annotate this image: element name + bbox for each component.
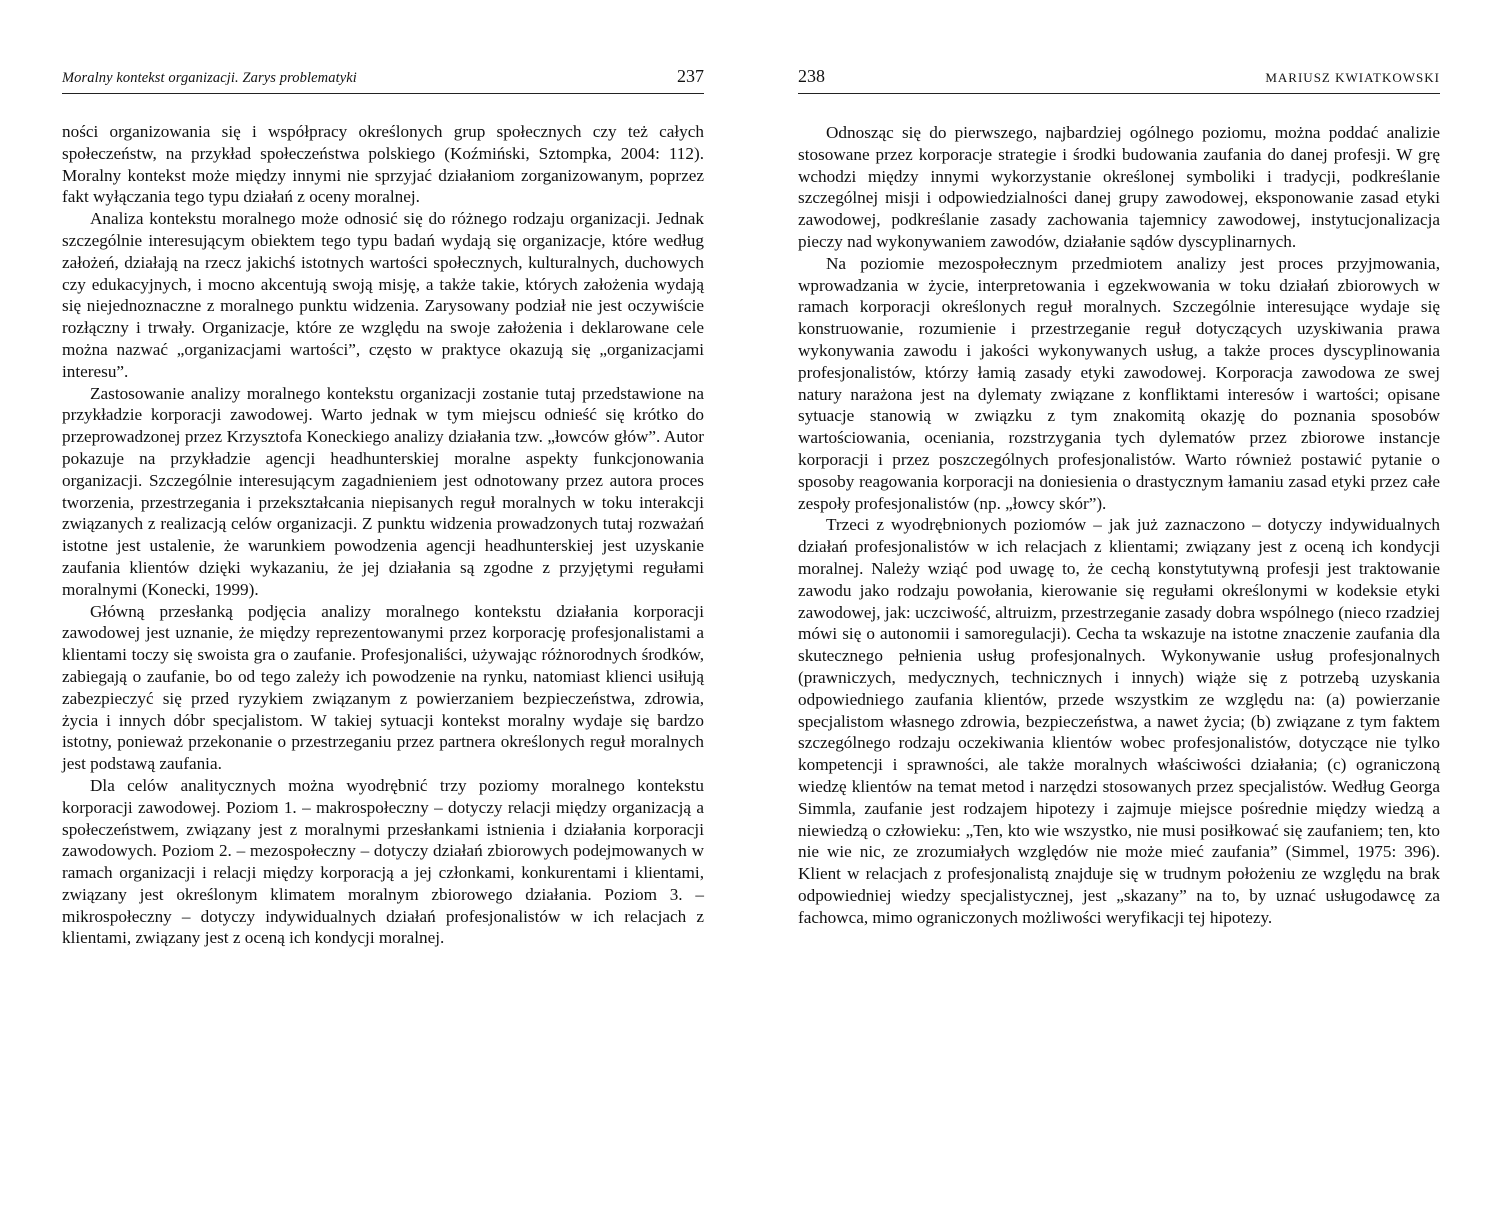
paragraph: Analiza kontekstu moralnego może odnosić się do różnego rodzaju organizacji. Jednak szczególnie interesującym obiektem tego typu badań wydają się organizacje, które według założeń, działają na rzecz jakichś istotnych wartości społecznych, kulturalnych, duchowych czy edukacyjnych, i mocno akcentują swoją misję, a także takie, których założenia wydają się niejednoznaczne z moralnego punktu widzenia. Zarysowany podział nie jest oczywiście rozłączny i trwały. Organizacje, które ze względu na swoje założenia i deklarowane cele można nazwać „organizacjami wartości”, często w praktyce okazują się „organizacjami interesu”. — [62, 209, 704, 381]
paragraph: Odnosząc się do pierwszego, najbardziej ogólnego poziomu, można poddać analizie stosowane przez korporacje strategie i środki budowania zaufania do danej profesji. W grę wchodzi między innymi wykorzystanie określonej symboliki i tradycji, podkreślanie szczególnej misji i odpowiedzialności danej grupy zawodowej, eksponowanie zasad etyki zawodowej, podkreślanie zasady zachowania tajemnicy zawodowej, instytucjonalizacja pieczy nad wykonywaniem zawodów, działanie sądów dyscyplinarnych. — [798, 123, 1440, 251]
paragraph: ności organizowania się i współpracy określonych grup społecznych czy też całych społeczeństw, na przykład społeczeństwa polskiego (Koźmiński, Sztompka, 2004: 112). Moralny kontekst może między innymi nie sprzyjać działaniom zorganizowanym, poprzez fakt wyłączania tego typu działań z oceny moralnej. — [62, 122, 704, 207]
left-page — [62, 66, 704, 949]
right-page — [798, 66, 1440, 928]
paragraph: Na poziomie mezospołecznym przedmiotem analizy jest proces przyjmowania, wprowadzania w życie, interpretowania i egzekwowania w toku działań zbiorowych w ramach korporacji określonych reguł moralnych. Szczególnie interesujące wydaje się konstruowanie, rozumienie i przestrzeganie reguł dotyczących uzyskiwania prawa wykonywania zawodu i jakości wykonywanych usług, a także proces dyscyplinowania profesjonalistów, którzy łamią zasady etyki zawodowej. Korporacja zawodowa ze swej natury narażona jest na dylematy związane z konfliktami interesów i wartości; opisane sytuacje stanowią w związku z tym znakomitą okazję do poznania sposobów wartościowania, oceniania, rozstrzygania tych dylematów przez zbiorowe instancje korporacji i przez poszczególnych profesjonalistów. Warto również postawić pytanie o sposoby reagowania korporacji na doniesienia o drastycznym łamaniu zasad etyki przez całe zespoły profesjonalistów (np. „łowcy skór”). — [798, 253, 1440, 513]
paragraph: Dla celów analitycznych można wyodrębnić trzy poziomy moralnego kontekstu korporacji zawodowej. Poziom 1. – makrospołeczny – dotyczy relacji między organizacją a społeczeństwem, związany jest z moralnymi przesłankami istnienia i działania korporacji zawodowych. Poziom 2. – mezospołeczny – dotyczy działań zbiorowych podejmowanych w ramach organizacji i relacji między korporacją a jej członkami, konkurentami i klientami, związany jest określonym klimatem moralnym zbiorowego działania. Poziom 3. – mikrospołeczny – dotyczy indywidualnych działań profesjonalistów w ich relacjach z klientami, związany jest z oceną ich kondycji moralnej. — [62, 775, 704, 948]
running-title: Moralny kontekst organizacji. Zarys problematyki — [62, 70, 357, 86]
paragraph: Główną przesłanką podjęcia analizy moralnego kontekstu działania korporacji zawodowej jest uznanie, że między reprezentowanymi przez korporację profesjonalistami a klientami toczy się swoista gra o zaufanie. Profesjonaliści, używając różnorodnych środków, zabiegają o zaufanie, bo od tego zależy ich powodzenie na rynku, natomiast klienci usiłują zabezpieczyć się przed ryzykiem związanym z powierzaniem bezpieczeństwa, zdrowia, życia i innych dóbr specjalistom. W takiej sytuacji kontekst moralny wydaje się bardzo istotny, ponieważ przekonanie o przestrzeganiu przez partnera określonych reguł moralnych jest podstawą zaufania. — [62, 601, 704, 774]
running-author: MARIUSZ KWIATKOWSKI — [1265, 70, 1440, 85]
paragraph: Zastosowanie analizy moralnego kontekstu organizacji zostanie tutaj przedstawione na przykładzie korporacji zawodowej. Warto jednak w tym miejscu odnieść się krótko do przeprowadzonej przez Krzysztofa Koneckiego analizy działania tzw. „łowców głów”. Autor pokazuje na przykładzie agencji headhunterskiej moralne aspekty funkcjonowania organizacji. Szczególnie interesującym zagadnieniem jest odnotowany przez autora proces tworzenia, przestrzegania i przekształcania niepisanych reguł moralnych w toku interakcji związanych z realizacją celów organizacji. Z punktu widzenia prowadzonych tutaj rozważań istotne jest ustalenie, że warunkiem powodzenia agencji headhunterskiej jest uzyskanie zaufania klientów dzięki wykazaniu, że jej działania są zgodne z przyjętymi regułami moralnymi (Konecki, 1999). — [62, 383, 704, 599]
paragraph: Trzeci z wyodrębnionych poziomów – jak już zaznaczono – dotyczy indywidualnych działań profesjonalistów w ich relacjach z klientami; związany jest z oceną ich kondycji moralnej. Należy wziąć pod uwagę to, że cechą konstytutywną profesji jest traktowanie zawodu jako rodzaju powołania, kierowanie się regułami określonymi w kodeksie etyki zawodowej, jak: uczciwość, altruizm, przestrzeganie zasady dobra wspólnego (nieco rzadziej mówi się o autonomii i samoregulacji). Cecha ta wskazuje na istotne znaczenie zaufania dla skutecznego pełnienia usług profesjonalnych. Wykonywanie usług profesjonalnych (prawniczych, medycznych, technicznych i innych) wiąże się z potrzebą uzyskania odpowiedniego zaufania klientów, przede wszystkim ze względu na: (a) powierzanie specjalistom własnego zdrowia, bezpieczeństwa, a nawet życia; (b) związane z tym faktem szczególnego rodzaju oczekiwania klientów wobec profesjonalistów, dotyczące nie tylko kompetencji i sprawności, ale także moralnych właściwości działania; (c) ograniczoną wiedzę klientów na temat metod i narzędzi stosowanych przez specjalistów. Według Georga Simmla, zaufanie jest rodzajem hipotezy i zajmuje miejsce pośrednie między wiedzą a niewiedzą o człowieku: „Ten, kto wie wszystko, nie musi posiłkować się zaufaniem; ten, kto nie wie nic, ze zrozumiałych względów nie może mieć zaufania” (Simmel, 1975: 396). Klient w relacjach z profesjonalistą znajduje się w trudnym położeniu ze względu na brak odpowiedniej wiedzy specjalistycznej, jest „skazany” na to, by uznać usługodawcę za fachowca, mimo ograniczonych możliwości weryfikacji tej hipotezy. — [798, 515, 1440, 927]
right-page-header — [798, 66, 1440, 94]
right-page-body — [798, 122, 1440, 928]
left-page-body — [62, 121, 704, 949]
page-number-left: 237 — [677, 66, 704, 86]
left-page-header — [62, 66, 704, 94]
page-number-right: 238 — [798, 66, 825, 86]
